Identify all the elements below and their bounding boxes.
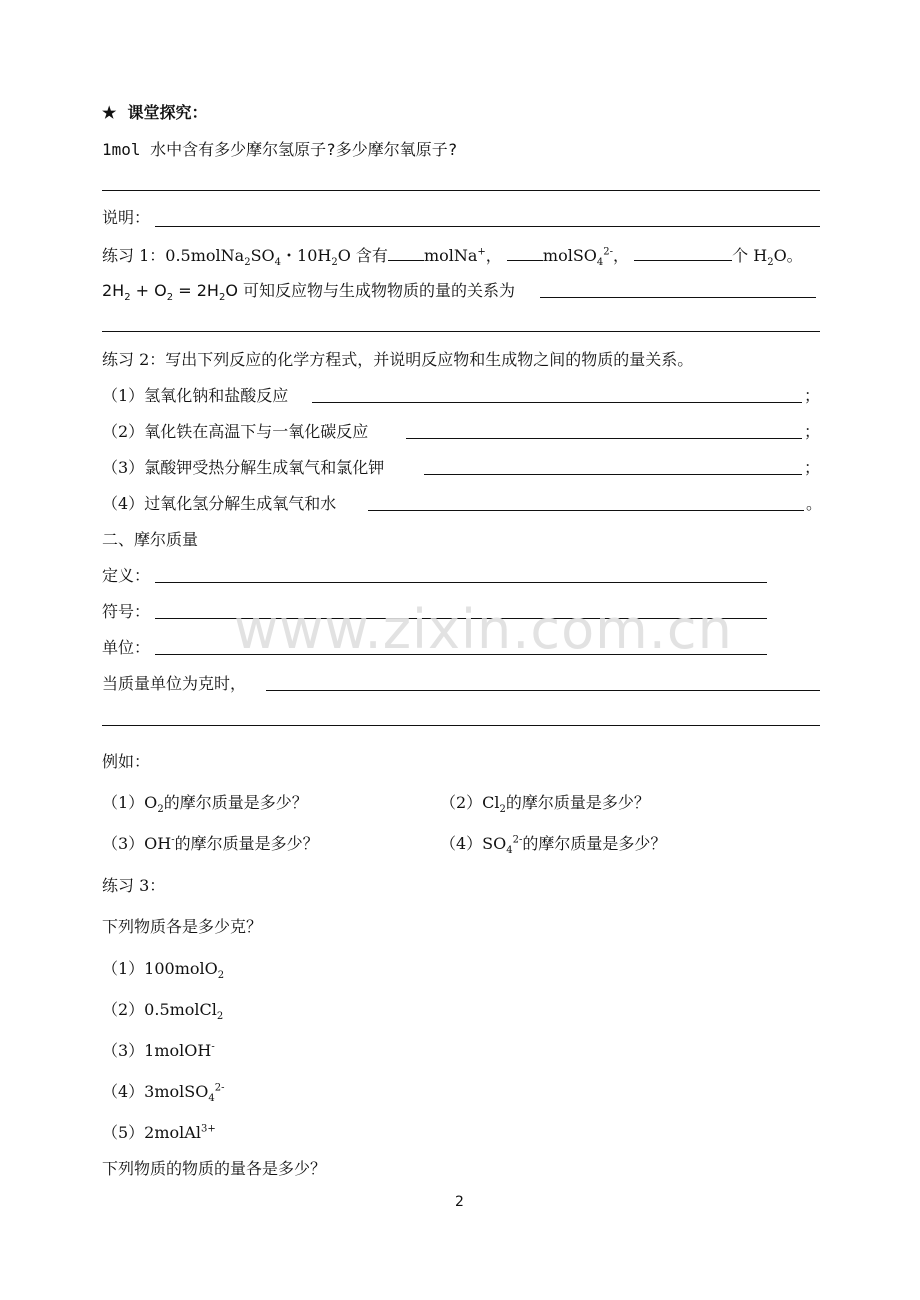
blank-na[interactable] xyxy=(388,243,424,261)
eq-text: 2H xyxy=(102,281,125,300)
blank-h2o[interactable] xyxy=(634,243,732,261)
gram-rule-2 xyxy=(102,725,820,726)
ex3-item-text: （3）1molOH xyxy=(102,1041,212,1060)
star-icon: ★ xyxy=(102,103,117,122)
ex1-text: ・10H xyxy=(281,246,332,265)
ex2-item-text: 氯酸钾受热分解生成氧气和氯化钾 xyxy=(144,458,385,477)
example-sub: 4 xyxy=(506,845,513,857)
ex1-text: O 含有 xyxy=(337,246,388,265)
unit-line xyxy=(102,637,150,659)
symbol-line xyxy=(102,601,150,623)
equation-rule-2 xyxy=(102,331,820,332)
ex2-item xyxy=(102,421,368,443)
gram-label: 当质量单位为克时， xyxy=(102,674,247,693)
ex1-sup: + xyxy=(477,246,486,258)
ex1-text: SO xyxy=(250,246,275,265)
ex2-item xyxy=(102,385,288,407)
ex2-rule xyxy=(368,510,804,511)
ex1-sup: 2- xyxy=(603,246,614,258)
watermark: www.zixin.com.cn xyxy=(234,598,733,661)
ex1-sub: 2 xyxy=(244,257,251,269)
example-q1 xyxy=(102,792,308,814)
example-text: 的摩尔质量是多少？ xyxy=(174,834,319,853)
example-text: 的摩尔质量是多少？ xyxy=(522,834,667,853)
ex3-item-sub: 2 xyxy=(217,970,225,982)
ex1-text: molSO xyxy=(542,246,597,265)
example-text: （3）OH xyxy=(102,834,172,853)
ex3-item-sub: 2 xyxy=(216,1011,224,1023)
ex3-subtitle-text: 下列物质各是多少克？ xyxy=(102,917,263,936)
ex3-item xyxy=(102,1040,215,1062)
ex3-item-sup: 3+ xyxy=(200,1123,216,1135)
ex2-item-text: 氧化铁在高温下与一氧化碳反应 xyxy=(144,422,369,441)
ex3-item-sup: 2- xyxy=(214,1082,225,1094)
ex2-item-num: （4） xyxy=(102,494,145,513)
ex1-text: 练习 1：0.5molNa xyxy=(102,246,245,265)
eq-text: = 2H xyxy=(173,281,219,300)
example-sub: 2 xyxy=(157,804,164,816)
ex3-last-text: 下列物质的物质的量各是多少？ xyxy=(102,1159,327,1178)
example-sub: 2 xyxy=(499,804,506,816)
eq-sub: 2 xyxy=(124,292,131,304)
definition-line xyxy=(102,565,150,587)
explain-rule xyxy=(155,226,820,227)
exercise-3-title xyxy=(102,875,165,897)
example-text: （4）SO xyxy=(440,834,507,853)
ex1-sub: 4 xyxy=(274,257,282,269)
ex2-item-end: ； xyxy=(804,458,821,477)
ex2-item-text: 过氧化氢分解生成氧气和水 xyxy=(144,494,337,513)
ex1-text: ， xyxy=(613,246,630,265)
ex3-item-sup: - xyxy=(211,1041,215,1053)
ex3-item-text: （1）100molO xyxy=(102,959,218,978)
ex3-item xyxy=(102,1081,225,1103)
ex3-item xyxy=(102,958,224,980)
ex3-item-text: （5）2molAl xyxy=(102,1123,201,1142)
ex3-title-text: 练习 3： xyxy=(102,876,166,895)
example-title-text: 例如： xyxy=(102,752,151,771)
example-text: （2）Cl xyxy=(440,793,500,812)
example-q3 xyxy=(102,833,319,855)
heading-text: 课堂探究： xyxy=(127,103,208,122)
example-text: 的摩尔质量是多少？ xyxy=(505,793,650,812)
ex2-item-end: ； xyxy=(804,422,821,441)
section-2-title-text: 二、摩尔质量 xyxy=(102,530,199,549)
question-text: 1mol 水中含有多少摩尔氢原子?多少摩尔氧原子? xyxy=(102,140,458,159)
ex1-sub: 2 xyxy=(331,257,338,269)
eq-relation-text: 可知反应物与生成物物质的量的关系为 xyxy=(237,281,515,300)
ex2-item-end: ； xyxy=(804,386,821,405)
answer-rule xyxy=(102,190,820,191)
ex1-text: ， xyxy=(485,246,502,265)
ex3-item-sub: 4 xyxy=(208,1093,215,1105)
equation xyxy=(102,281,238,304)
ex1-text: 个 H xyxy=(732,246,768,265)
ex3-item xyxy=(102,999,223,1021)
ex2-rule xyxy=(312,402,802,403)
ex2-item xyxy=(102,493,336,515)
example-title xyxy=(102,751,150,773)
eq-sub: 2 xyxy=(218,292,226,304)
gram-rule xyxy=(266,690,820,691)
example-q4 xyxy=(440,833,666,855)
exercise-1 xyxy=(102,243,803,267)
explain-line xyxy=(102,207,150,229)
definition-label: 定义： xyxy=(102,566,151,585)
question-line xyxy=(102,139,457,161)
example-text: 的摩尔质量是多少？ xyxy=(163,793,308,812)
section-2-title xyxy=(102,529,198,551)
unit-label: 单位： xyxy=(102,638,151,657)
ex2-title-text: 练习 2：写出下列反应的化学方程式，并说明反应物和生成物之间的物质的量关系。 xyxy=(102,350,694,369)
ex2-item-num: （2） xyxy=(102,422,145,441)
example-text: （1）O xyxy=(102,793,158,812)
eq-text: + O xyxy=(130,281,167,300)
page-number: 2 xyxy=(455,1194,464,1210)
eq-text: O xyxy=(225,281,238,300)
example-q2 xyxy=(440,792,650,814)
ex3-last-line xyxy=(102,1158,326,1180)
blank-so4[interactable] xyxy=(507,243,543,261)
section-heading xyxy=(102,102,208,124)
ex2-rule xyxy=(424,474,802,475)
definition-rule xyxy=(155,582,767,583)
exercise-2-title xyxy=(102,349,693,371)
explain-label: 说明： xyxy=(102,208,151,227)
exercise-3-subtitle xyxy=(102,916,262,938)
ex2-item xyxy=(102,457,384,479)
ex2-item-num: （1） xyxy=(102,386,145,405)
ex3-item xyxy=(102,1122,216,1144)
symbol-label: 符号： xyxy=(102,602,151,621)
ex3-item-text: （4）3molSO xyxy=(102,1082,209,1101)
ex3-item-text: （2）0.5molCl xyxy=(102,1000,217,1019)
ex1-text: O。 xyxy=(773,246,803,265)
ex1-text: molNa xyxy=(423,246,478,265)
ex2-item-text: 氢氧化钠和盐酸反应 xyxy=(144,386,289,405)
eq-sub: 2 xyxy=(166,292,174,304)
equation-rule xyxy=(540,297,816,298)
ex2-rule xyxy=(406,438,802,439)
ex2-item-end: 。 xyxy=(806,494,823,513)
example-sup: 2- xyxy=(512,834,523,846)
equation-line xyxy=(102,280,515,302)
ex1-sub: 4 xyxy=(596,257,604,269)
ex1-sub: 2 xyxy=(767,257,774,269)
example-sup: - xyxy=(171,834,175,846)
gram-line xyxy=(102,673,246,695)
ex2-item-num: （3） xyxy=(102,458,145,477)
